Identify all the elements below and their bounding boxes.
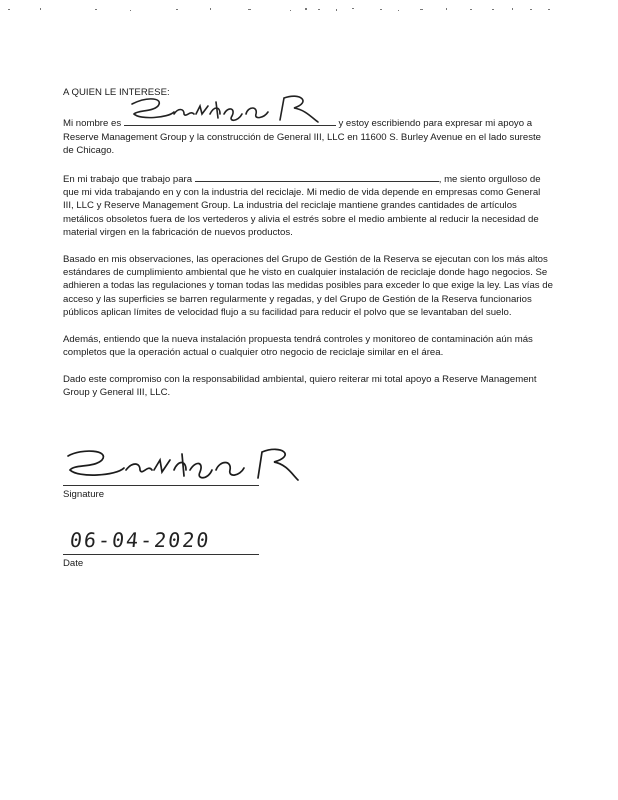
letter-body [63, 86, 553, 412]
scan-noise-strip [0, 6, 618, 14]
paragraph-commitment: Dado este compromiso con la responsabilidad ambiental, quiero reiterar mi total apoyo a Reserve Management Group y General III, LLC. [63, 373, 537, 398]
paragraph-work [63, 171, 553, 240]
name-lead-text: Mi nombre es [63, 118, 122, 130]
handwritten-date: 06-04-2020 [68, 528, 212, 552]
handwritten-name-in-letter [128, 92, 328, 128]
work-lead-text: En mi trabajo que trabajo para [63, 173, 193, 185]
work-tail-text: , me siento orgulloso de que mi vida trabajando en y con la industria del reciclaje. Mi medio de vida depende en empresas como General III, LLC y Reserve Management Group. La industria del reciclaje mantiene grandes cantidades de artículos metálicos obsoletos fuera de los vertederos y alivia el estrés sobre el medio ambiente al reducir la necesidad de material virgen en la fabricación de nuevos productos. [63, 173, 541, 239]
date-label: Date [63, 558, 84, 569]
paragraph-new-facility: Además, entiendo que la nueva instalación propuesta tendrá controles y monitoreo de contaminación aún más completos que la operación actual o cualquier otro negocio de reciclaje similar en el área. [63, 333, 533, 359]
paragraph-observations: Basado en mis observaciones, las operaciones del Grupo de Gestión de la Reserva se ejecutan con los más altos estándares de cumplimiento ambiental que he visto en cualquier instalación de reciclaje donde hago negocios. Se adhieren a todas las regulaciones y toman todas las medidas posibles para exceder lo que exige la ley. Las vías de acceso y las superficies se barren regularmente y regadas, y del Grupo de Gestión de la Reserva funcionarios públicos aplican límites de velocidad flujo a su facilidad para reducir el polvo que se levantaban del suelo. [63, 253, 553, 319]
salutation: A QUIEN LE INTERESE: [63, 87, 170, 98]
signature-scribble [62, 442, 302, 488]
name-tail-text: y estoy escribiendo para expresar mi apoyo a Reserve Management Group y la construcción de General III, LLC en 11600 S. Burley Avenue en el lado sureste de Chicago. [63, 118, 542, 157]
employer-blank-line [195, 171, 439, 182]
date-line [63, 553, 259, 555]
signature-label: Signature [63, 489, 105, 500]
